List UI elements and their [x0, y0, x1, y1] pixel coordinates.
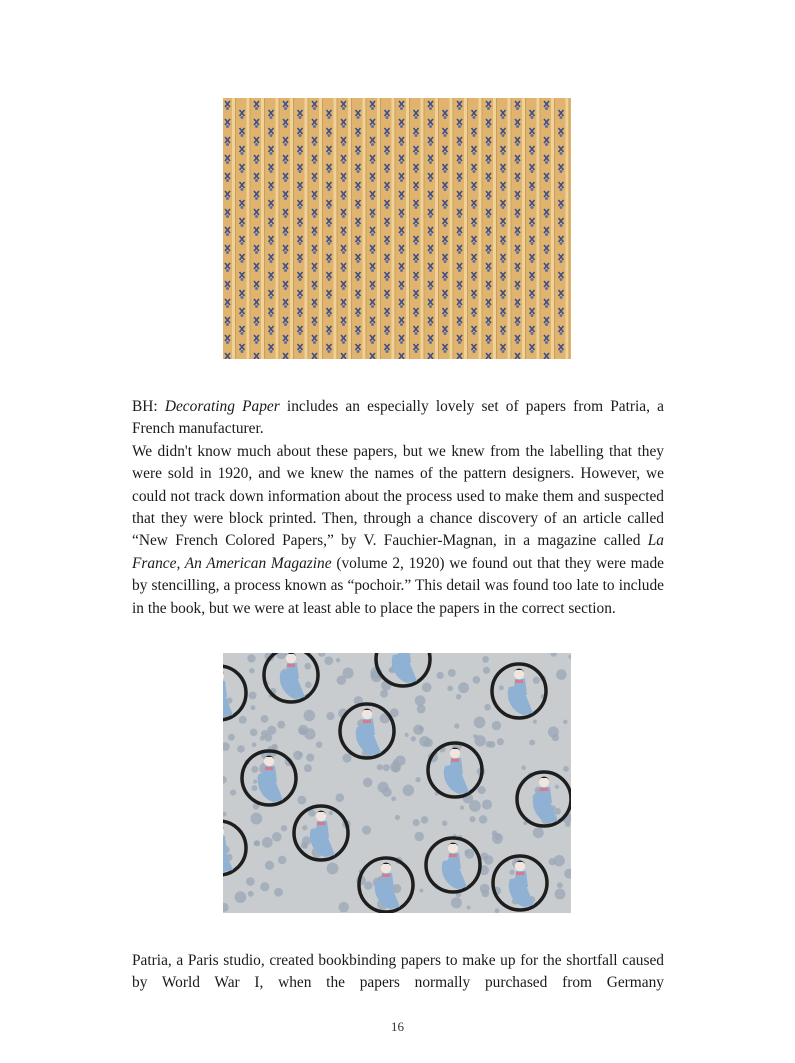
magazine-title: La France, An American Magazine: [132, 532, 664, 572]
paragraph-patria: [132, 950, 664, 995]
book-title: Decorating Paper: [164, 398, 280, 415]
paragraph-discovery: [132, 441, 664, 620]
paragraph-intro-rest: includes an especially lovely set of papers from Patria, a French manufacturer.: [132, 398, 664, 438]
figure-swing-paper: [223, 653, 571, 913]
paragraph-discovery-start: We didn't know much about these papers, but we knew from the labelling that they were sold in 1920, and we knew the names of the pattern designers. However, we could not track down information about the process used to make them and suspected that they were block printed. Then, through a chance discovery of an article called “New French Colored Papers,” by V. Fauchier-Magnan, in a magazine called: [132, 442, 664, 550]
paragraph-patria-text: Patria, a Paris studio, created bookbinding papers to make up for the shortfall caused by World War I, when the papers normally purchased from Germany: [132, 952, 664, 992]
body-text-block: [132, 396, 664, 620]
paragraph-intro: [132, 396, 664, 441]
paragraph-discovery-end: (volume 2, 1920) we found out that they were made by stencilling, a process known as “pochoir.” This detail was found too late to include in the book, but we were at least able to place the papers in the correct section.: [132, 554, 664, 617]
swing-paper-pattern: [223, 653, 571, 913]
figure-striped-paper: [223, 98, 571, 359]
speaker-prefix: BH:: [132, 398, 165, 415]
page-number: 16: [391, 1019, 404, 1034]
striped-paper-pattern: [223, 98, 571, 359]
